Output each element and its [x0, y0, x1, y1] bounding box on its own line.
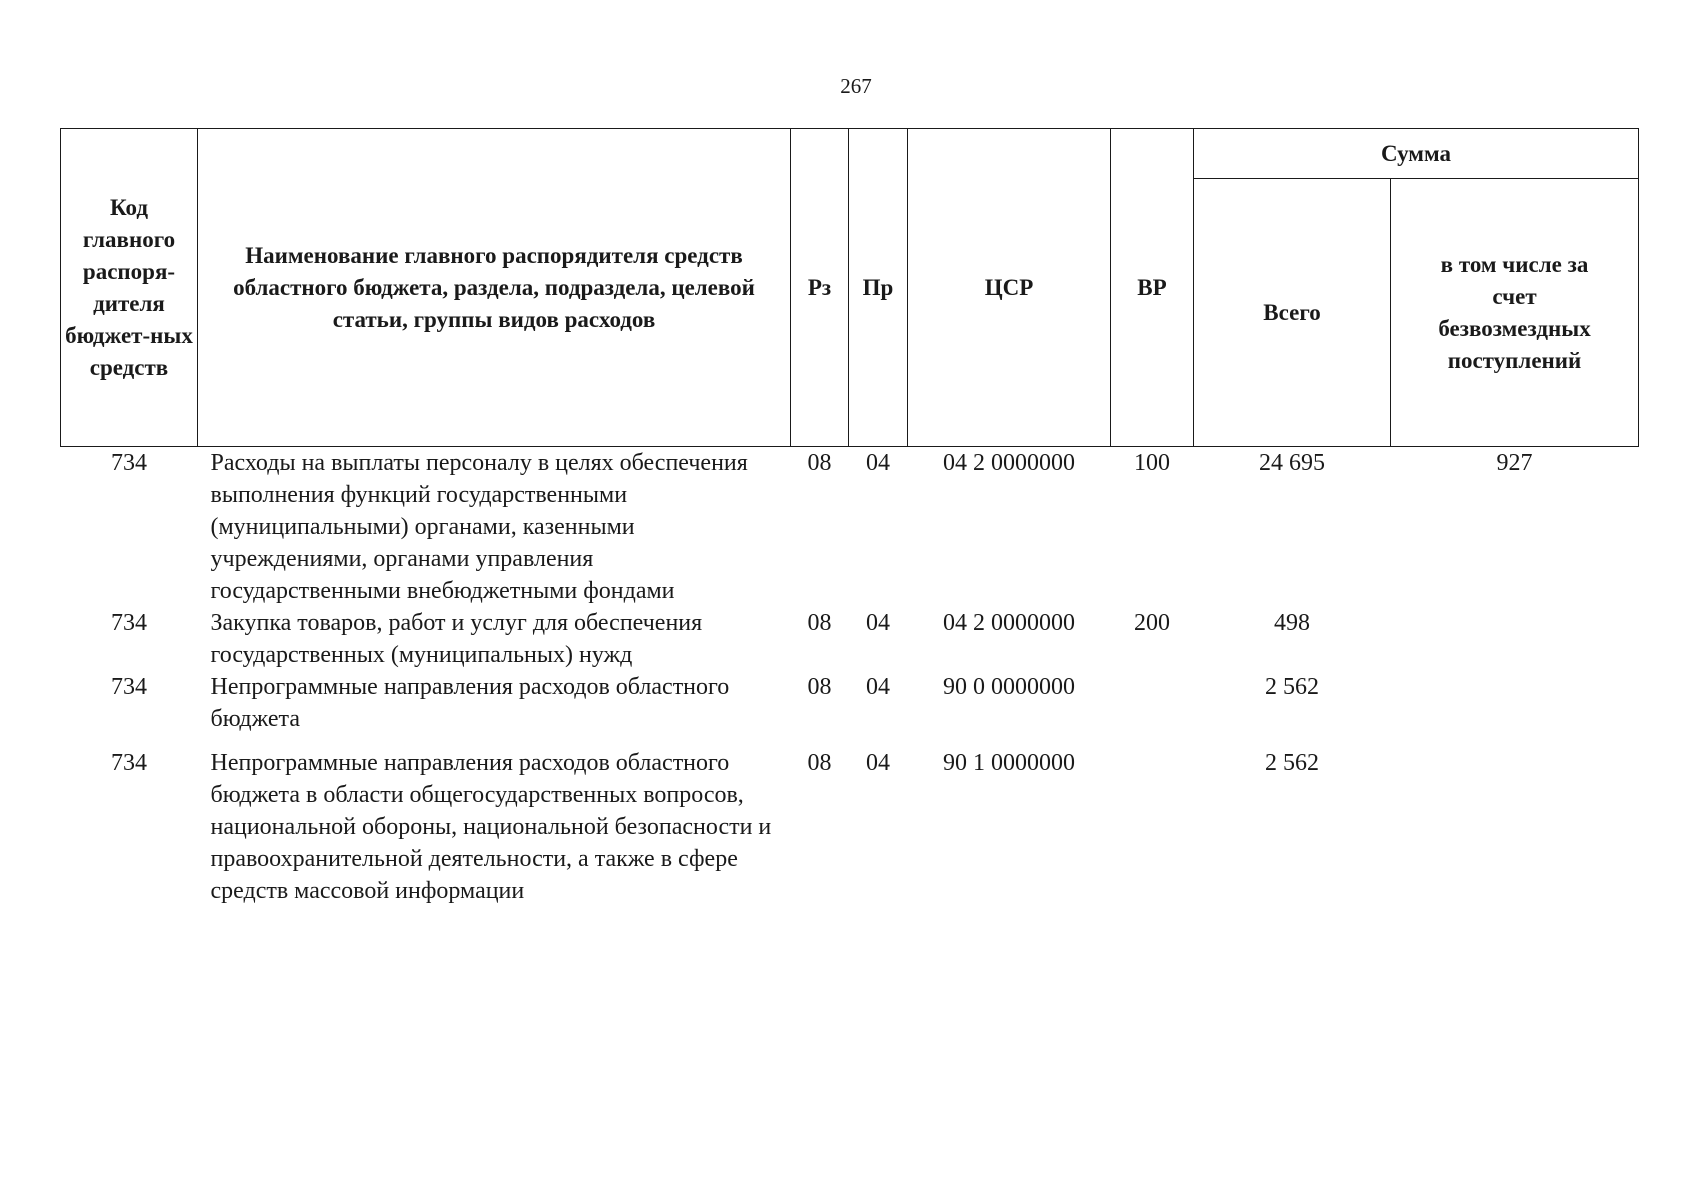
table-row [61, 735, 1639, 907]
row-name: Закупка товаров, работ и услуг для обеспечения государственных (муниципальных) нужд [210, 610, 703, 668]
row-pr: 04 [866, 610, 890, 636]
table-row [61, 671, 1639, 735]
row-including [1391, 735, 1639, 907]
row-total: 2 562 [1265, 674, 1319, 700]
row-total: 2 562 [1265, 750, 1319, 776]
row-name: Непрограммные направления расходов областного бюджета [210, 674, 730, 732]
table-row [61, 607, 1639, 671]
row-code: 734 [111, 674, 147, 700]
table-row [61, 447, 1639, 608]
header-vr: ВР [1111, 129, 1194, 447]
row-csr: 04 2 0000000 [943, 450, 1075, 476]
row-pr: 04 [866, 450, 890, 476]
header-name: Наименование главного распорядителя средств областного бюджета, раздела, подраздела, целевой статьи, группы видов расходов [198, 129, 791, 447]
header-sum: Сумма [1194, 129, 1639, 179]
header-total: Всего [1194, 179, 1391, 447]
row-including [1391, 607, 1639, 671]
row-csr: 04 2 0000000 [943, 610, 1075, 636]
table-body [61, 447, 1639, 908]
row-vr [1111, 735, 1194, 907]
page-number: 267 [840, 74, 872, 98]
header-rz: Рз [791, 129, 849, 447]
row-including [1391, 671, 1639, 735]
row-pr: 04 [866, 750, 890, 776]
row-csr: 90 0 0000000 [943, 674, 1075, 700]
header-pr: Пр [849, 129, 908, 447]
row-rz: 08 [807, 750, 832, 776]
row-pr: 04 [866, 674, 890, 700]
row-csr: 90 1 0000000 [943, 750, 1075, 776]
header-code: Код главного распоря-дителя бюджет-ных средств [61, 129, 198, 447]
row-name: Непрограммные направления расходов областного бюджета в области общегосударственных вопросов, национальной обороны, национальной безопасности и правоохранительной деятельности, а также в сфере средств массовой информации [210, 750, 772, 904]
row-total: 24 695 [1259, 450, 1325, 476]
row-vr [1111, 671, 1194, 735]
header-including: в том числе за счет безвозмездных поступлений [1391, 179, 1639, 447]
budget-table [60, 128, 1639, 907]
row-vr: 200 [1134, 610, 1170, 636]
row-vr: 100 [1134, 450, 1170, 476]
row-rz: 08 [807, 674, 832, 700]
row-name: Расходы на выплаты персоналу в целях обеспечения выполнения функций государственными (муниципальными) органами, казенными учреждениями, органами управления государственными внебюджетными фондами [210, 450, 748, 604]
table-header [61, 129, 1639, 447]
row-code: 734 [111, 450, 147, 476]
row-rz: 08 [807, 450, 832, 476]
row-code: 734 [111, 750, 147, 776]
row-including: 927 [1496, 450, 1533, 476]
header-csr: ЦСР [908, 129, 1111, 447]
row-total: 498 [1274, 610, 1310, 636]
row-code: 734 [111, 610, 147, 636]
row-rz: 08 [807, 610, 832, 636]
